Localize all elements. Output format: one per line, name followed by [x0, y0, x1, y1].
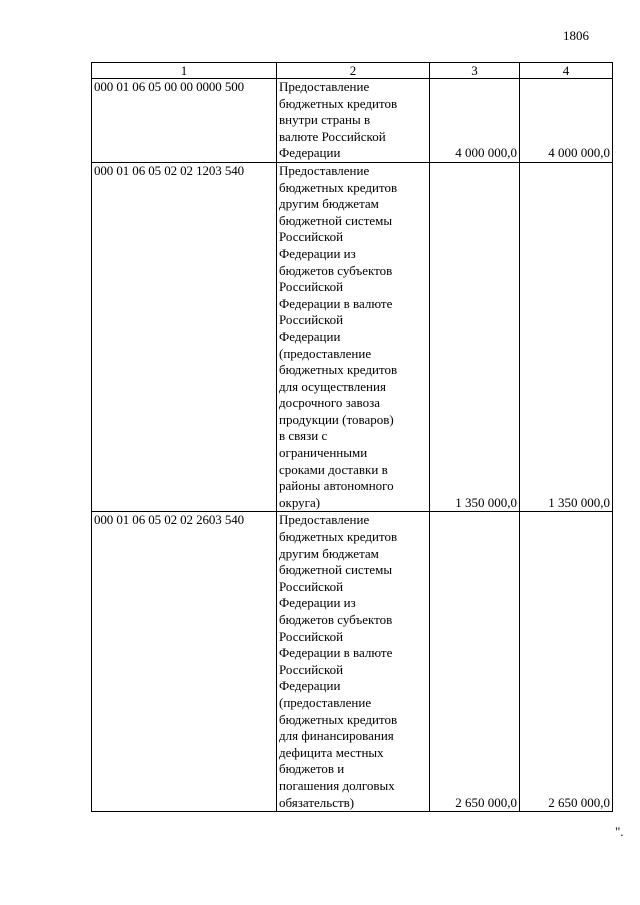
column-header-3: 3	[430, 63, 520, 79]
amount-cell-col4: 1 350 000,0	[520, 162, 613, 511]
budget-code-cell: 000 01 06 05 00 00 0000 500	[92, 79, 277, 163]
table-header-row	[92, 63, 613, 79]
amount-cell-col3: 1 350 000,0	[430, 162, 520, 511]
amount-cell-col4: 4 000 000,0	[520, 79, 613, 163]
amount-cell-col4: 2 650 000,0	[520, 512, 613, 812]
amount-cell-col3: 2 650 000,0	[430, 512, 520, 812]
budget-code-cell: 000 01 06 05 02 02 2603 540	[92, 512, 277, 812]
page-number: 1806	[563, 28, 589, 43]
budget-code-cell: 000 01 06 05 02 02 1203 540	[92, 162, 277, 511]
budget-sources-table	[91, 62, 613, 812]
column-header-2: 2	[277, 63, 430, 79]
table-row	[92, 512, 613, 812]
description-cell: Предоставление бюджетных кредитов другим бюджетам бюджетной системы Российской Федерации из бюджетов субъектов Российской Федерации в валюте Российской Федерации (предоставление бюджетных кредитов для осуществления досрочного завоза продукции (товаров) в связи с ограниченными сроками доставки в районы автономного округа)	[277, 162, 430, 511]
amount-cell-col3: 4 000 000,0	[430, 79, 520, 163]
description-cell: Предоставление бюджетных кредитов другим бюджетам бюджетной системы Российской Федерации из бюджетов субъектов Российской Федерации в валюте Российской Федерации (предоставление бюджетных кредитов для финансирования дефицита местных бюджетов и погашения долговых обязательств)	[277, 512, 430, 812]
table-row	[92, 79, 613, 163]
closing-quote-mark: ".	[615, 824, 624, 839]
column-header-1: 1	[92, 63, 277, 79]
column-header-4: 4	[520, 63, 613, 79]
description-cell: Предоставление бюджетных кредитов внутри страны в валюте Российской Федерации	[277, 79, 430, 163]
table-row	[92, 162, 613, 511]
